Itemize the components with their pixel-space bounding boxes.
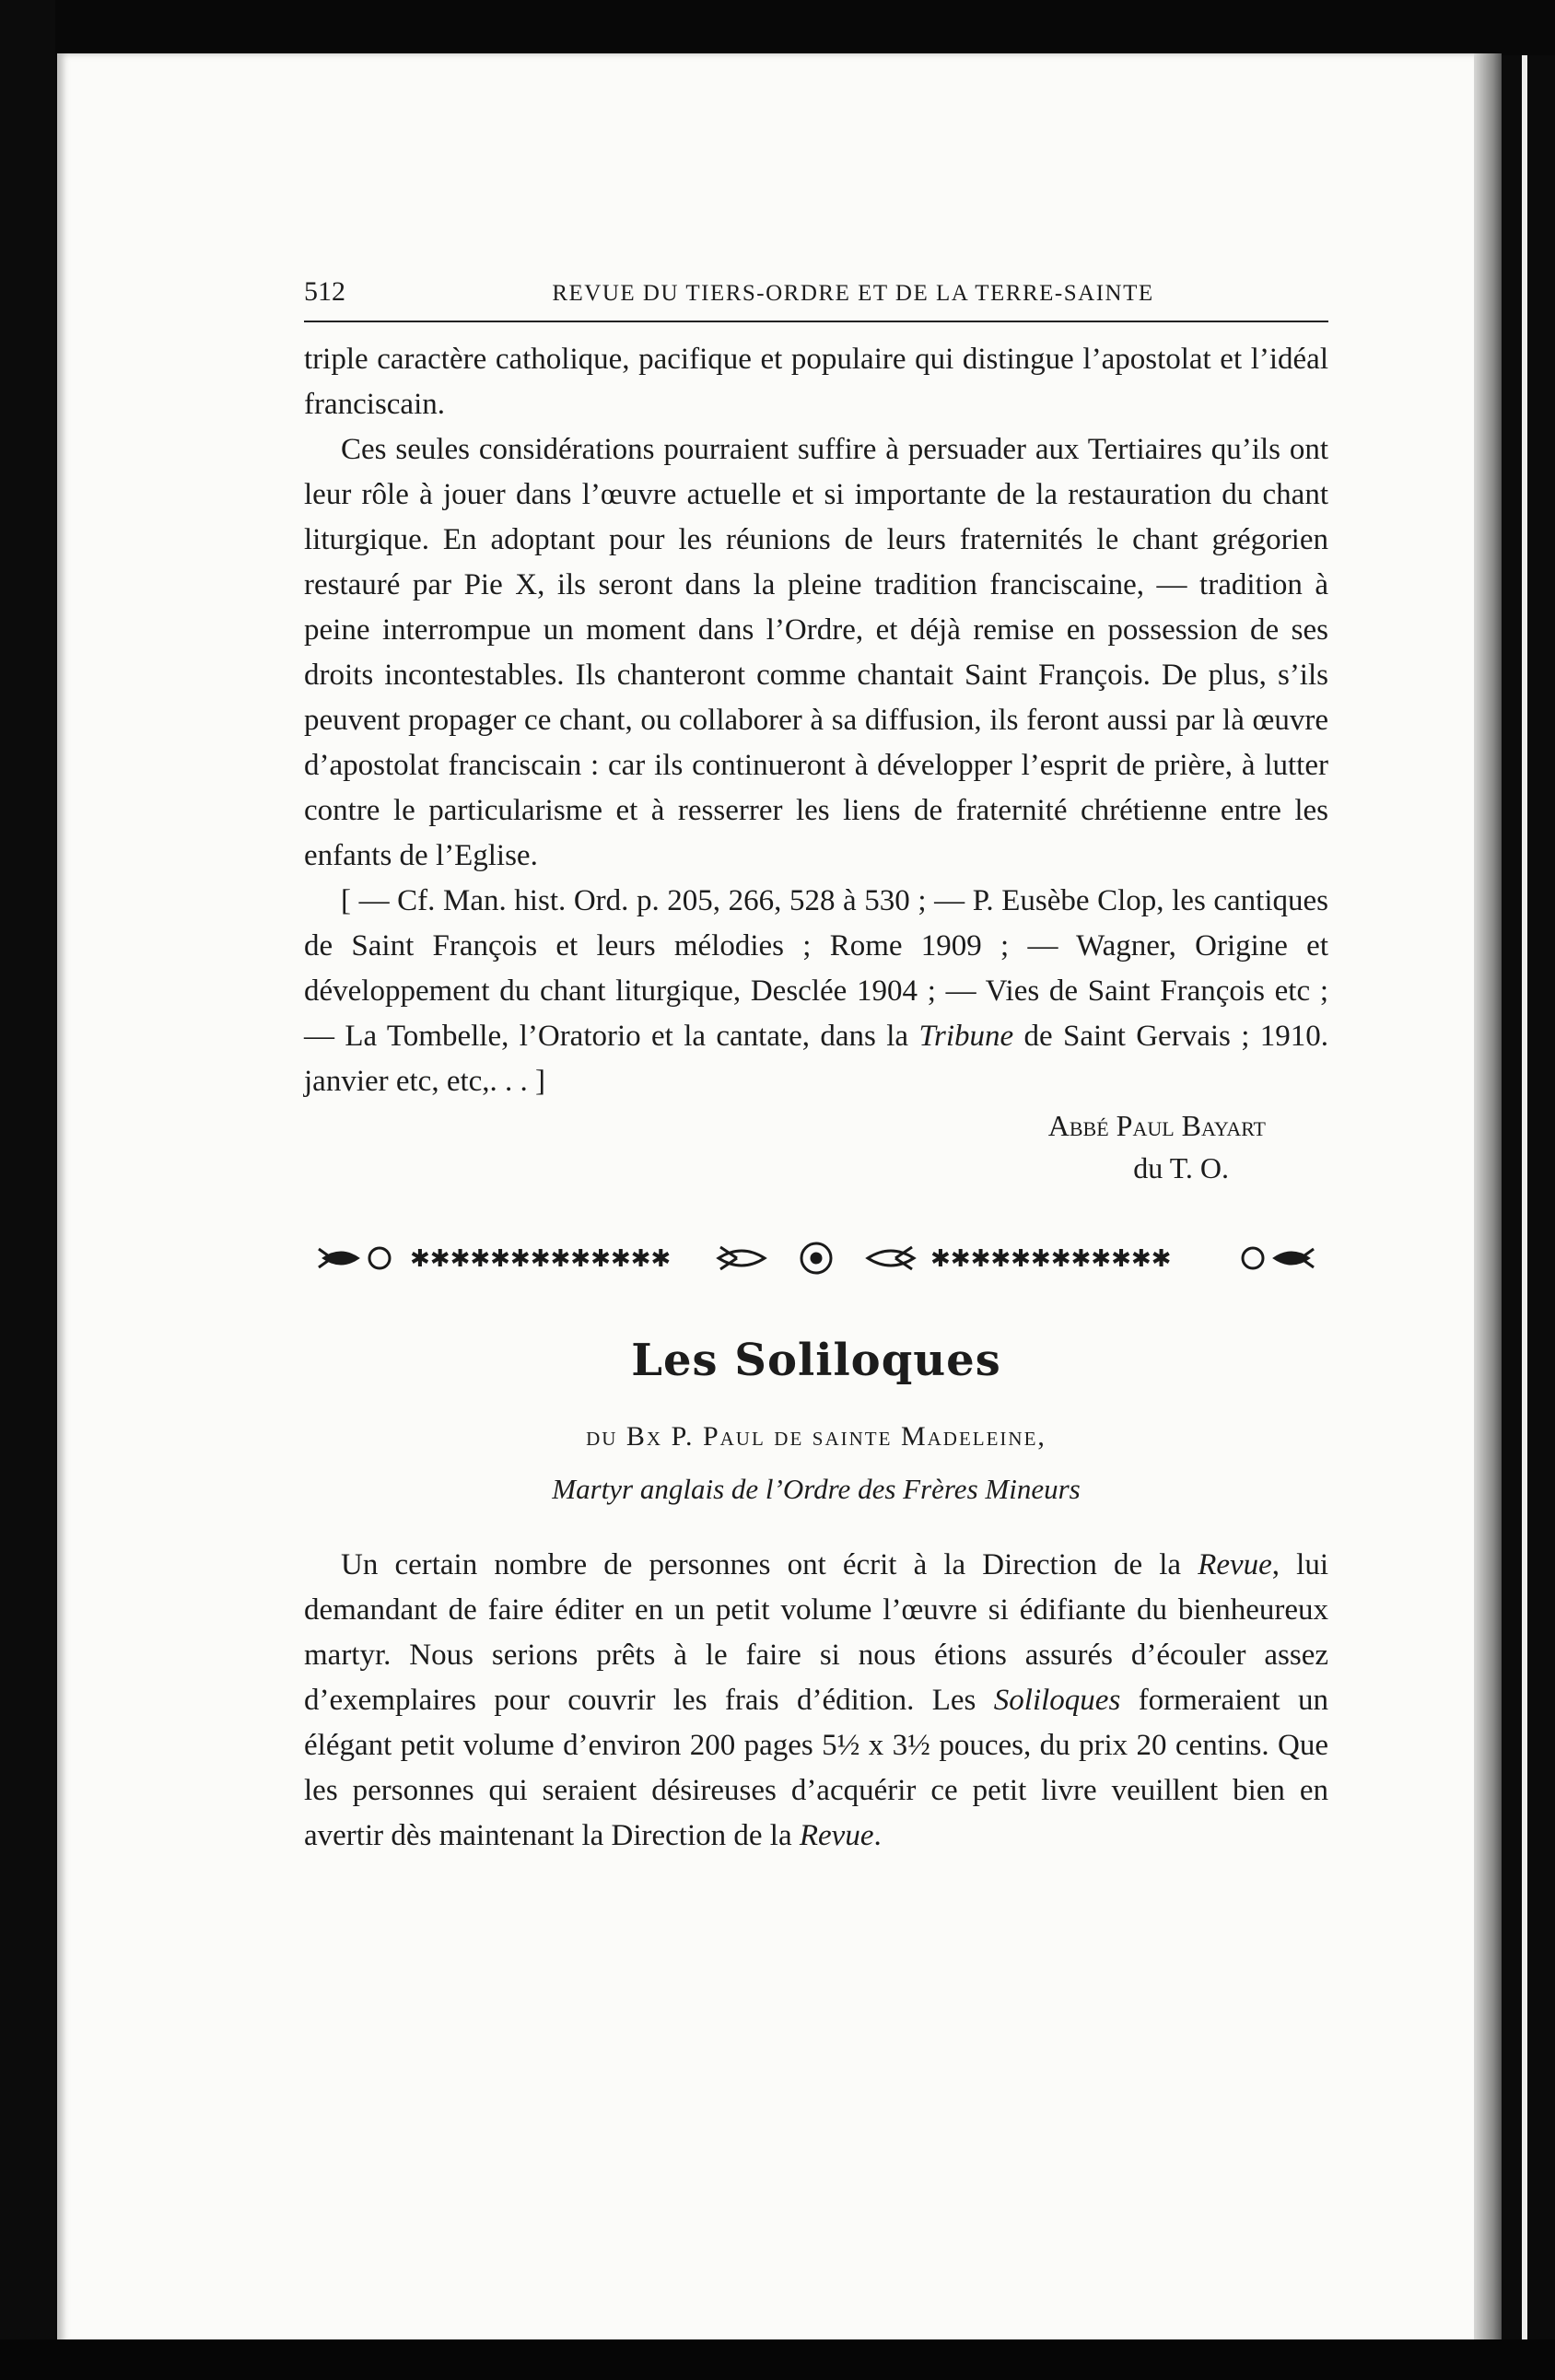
page-gutter-shadow [1474, 53, 1502, 2345]
page-number: 512 [304, 276, 345, 307]
article-subtitle-italic: Martyr anglais de l’Ordre des Frères Mineurs [552, 1473, 1081, 1505]
paragraph-considerations: Ces seules considérations pourraient suffire à persuader aux Tertiaires qu’ils ont leur rôle à jouer dans l’œuvre actuelle et si importante de la restauration du chant liturgique. En adoptant pour les réunions de leurs fraternités le chant grégorien restauré par Pie X, ils seront dans la pleine tradition franciscaine, — tradition à peine interrompue un moment dans l’Ordre, et déjà remise en possession de ses droits incontestables. Ils chanteront comme chantait Saint François. De plus, s’ils peuvent propager ce chant, ou collaborer à sa diffusion, ils feront aussi par là œuvre d’apostolat franciscain : car ils continueront à développer l’esprit de prière, à lutter contre le particularisme et à resserrer les liens de fraternité chrétienne entre les enfants de l’Eglise. [304, 433, 1328, 872]
article-title: Les Soliloques [631, 1335, 1001, 1386]
references-paragraph [304, 879, 1328, 1104]
tribune-italic: Tribune [918, 1020, 1014, 1053]
notice-paragraph [304, 1543, 1328, 1859]
revue-italic: Revue [1198, 1548, 1272, 1581]
svg-text:✱✱✱✱✱✱✱✱✱✱✱✱✱: ✱✱✱✱✱✱✱✱✱✱✱✱✱ [410, 1245, 672, 1273]
scan-border-left [0, 0, 55, 2380]
notice-text-d: . [873, 1819, 882, 1852]
scan-border-right [1502, 55, 1555, 2339]
soliloques-italic: Soliloques [993, 1684, 1121, 1717]
next-page-edge [1522, 55, 1527, 2339]
svg-text:✱✱✱✱✱✱✱✱✱✱✱✱: ✱✱✱✱✱✱✱✱✱✱✱✱ [930, 1245, 1172, 1273]
paragraph-continued: triple caractère catholique, pacifique et populaire qui distingue l’apostolat et l’idéal franciscain. [304, 343, 1328, 421]
signature-order: du T. O. [1133, 1151, 1229, 1184]
revue-italic-end: Revue [799, 1819, 874, 1852]
scan-border-bottom [0, 2339, 1555, 2380]
notice-text-b: , lui demandant de faire éditer en un petit volume l’œuvre si édifiante du bienheureux martyr. Nous serions prêts à le faire si nous étions assurés d’écouler assez d’exemplaires pour couvrir les frais d’édition. Les [304, 1548, 1328, 1717]
notice-text-a: Un certain nombre de personnes ont écrit à la Direction de la [341, 1548, 1198, 1581]
references-text: [ — Cf. Man. hist. Ord. p. 205, 266, 528 à 530 ; — P. Eusèbe Clop, les cantiques de Saint François et leurs mélodies ; Rome 1909 ; — Wagner, Origine et développement du chant liturgique, Desclée 1904 ; — Vies de Saint François etc ; — La Tombelle, l’Oratorio et la cantate, dans la [304, 884, 1328, 1053]
floral-divider-ornament-icon [304, 1235, 1328, 1281]
page-content [304, 276, 1328, 1859]
signature-author: Abbé Paul Bayart [1047, 1109, 1266, 1142]
references-text-end: de Saint Gervais ; 1910. janvier etc, etc,. . . ] [304, 1020, 1328, 1098]
running-title: REVUE DU TIERS-ORDRE ET DE LA TERRE-SAINTE [552, 281, 1154, 306]
running-header [304, 276, 1328, 322]
notice-text-c: formeraient un élégant petit volume d’environ 200 pages 5½ x 3½ pouces, du prix 20 centins. Que les personnes qui seraient désireuses d’acquérir ce petit livre veuillent bien en avertir dès maintenant la Direction de la [304, 1684, 1328, 1852]
scan-border-top [0, 0, 1555, 55]
article-subtitle: du Bx P. Paul de sainte Madeleine, [586, 1421, 1046, 1452]
